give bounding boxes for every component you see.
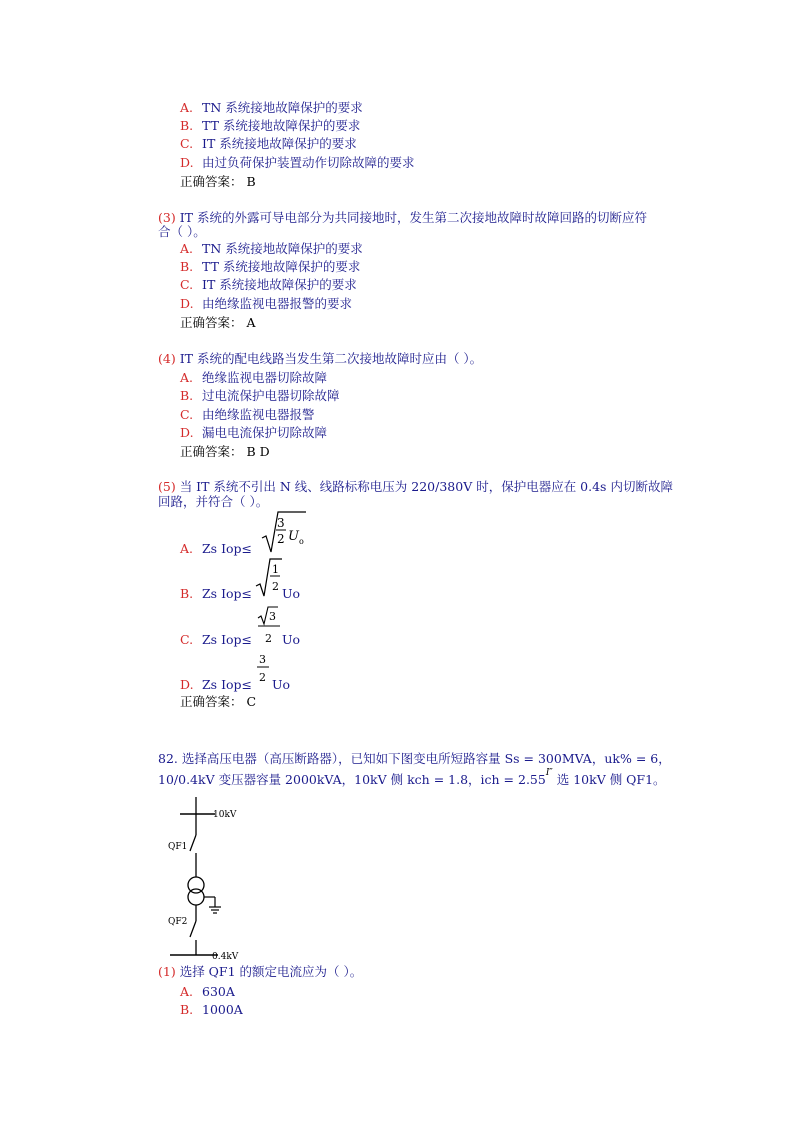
- option-text: IT 系统接地故障保护的要求: [202, 136, 357, 151]
- question-text: IT 系统的外露可导电部分为共同接地时，发生第二次接地故障时故障回路的切断应符: [175, 210, 647, 225]
- question-number: (4): [158, 351, 176, 366]
- q5-option-d: [180, 676, 252, 694]
- option-text: IT 系统接地故障保护的要求: [202, 277, 357, 292]
- option-text: 630A: [202, 984, 235, 999]
- q82-line2-tail: 选 10kV 侧 QF1。: [556, 772, 666, 788]
- option-text: 由绝缘监视电器报警: [202, 407, 315, 422]
- option-letter: A.: [180, 541, 194, 556]
- q3-option-a: [180, 240, 363, 258]
- svg-text:U: U: [288, 529, 299, 544]
- q82-sub1-option-b: [180, 1001, 243, 1019]
- svg-text:1: 1: [272, 563, 279, 576]
- option-text: Zs Iop≤: [202, 632, 253, 647]
- option-letter: A.: [180, 984, 194, 999]
- option-letter: D.: [180, 296, 194, 311]
- svg-text:3: 3: [259, 653, 266, 666]
- svg-text:3: 3: [269, 610, 276, 623]
- q2-answer: 正确答案： B: [180, 174, 256, 189]
- q5-stem-line2: 回路，并符合（ ）。: [158, 494, 269, 509]
- svg-text:3: 3: [277, 516, 285, 530]
- question-number: (5): [158, 479, 176, 494]
- label-qf2: QF2: [168, 917, 188, 927]
- i-double-prime-symbol: I″: [545, 768, 553, 778]
- option-text: Zs Iop≤: [202, 541, 253, 556]
- option-letter: D.: [180, 677, 194, 692]
- q2-option-d: [180, 154, 415, 172]
- q3-option-d: [180, 295, 352, 313]
- question-text: 选择 QF1 的额定电流应为（ ）。: [175, 964, 363, 979]
- q82-sub1-stem: [158, 963, 362, 981]
- q4-stem-line1: [158, 350, 482, 368]
- svg-text:2: 2: [272, 580, 279, 593]
- label-04kv: 0.4kV: [212, 952, 239, 962]
- question-text: 当 IT 系统不引出 N 线、线路标称电压为 220/380V 时，保护电器应在 0.4s 内切断故障: [175, 479, 673, 494]
- q2-option-c: [180, 135, 357, 153]
- option-letter: D.: [180, 425, 194, 440]
- option-letter: C.: [180, 407, 194, 422]
- q82-stem-line1: 82. 选择高压电器（高压断路器），已知如下图变电所短路容量 Ss = 300MVA，uk% = 6，: [158, 751, 671, 766]
- formula-sqrt-3-over-2-u0: [258, 508, 308, 556]
- q5-option-b: [180, 585, 252, 603]
- option-text: TT 系统接地故障保护的要求: [202, 118, 361, 133]
- q5-option-c: [180, 631, 252, 649]
- q3-option-c: [180, 276, 357, 294]
- option-letter: B.: [180, 586, 194, 601]
- option-letter: B.: [180, 259, 194, 274]
- q4-option-c: [180, 406, 315, 424]
- option-letter: C.: [180, 136, 194, 151]
- q4-option-a: [180, 369, 327, 387]
- option-text: Zs Iop≤: [202, 677, 253, 692]
- q4-option-b: [180, 387, 340, 405]
- uo-label: Uo: [282, 632, 301, 647]
- q4-option-d: [180, 424, 327, 442]
- option-text: 绝缘监视电器切除故障: [202, 370, 328, 385]
- option-letter: A.: [180, 370, 194, 385]
- q5-option-a: [180, 540, 252, 558]
- q82-stem-line2: [158, 768, 666, 789]
- q2-option-b: [180, 117, 360, 135]
- formula-sqrt3-over-2: [256, 604, 284, 648]
- option-text: 1000A: [202, 1002, 243, 1017]
- option-text: 由过负荷保护装置动作切除故障的要求: [202, 155, 415, 170]
- option-letter: A.: [180, 100, 194, 115]
- q3-stem-line1: [158, 209, 647, 227]
- option-letter: C.: [180, 632, 194, 647]
- option-letter: B.: [180, 118, 194, 133]
- q82-sub1-option-a: [180, 983, 235, 1001]
- option-letter: B.: [180, 388, 194, 403]
- svg-text:o: o: [299, 537, 304, 546]
- formula-sqrt-1-over-2: [254, 556, 284, 598]
- option-text: TT 系统接地故障保护的要求: [202, 259, 361, 274]
- q4-answer: 正确答案： B D: [180, 444, 270, 459]
- uo-label: Uo: [272, 677, 291, 692]
- option-text: 漏电电流保护切除故障: [202, 425, 328, 440]
- option-text: TN 系统接地故障保护的要求: [202, 241, 363, 256]
- q2-option-a: [180, 99, 363, 117]
- question-number: (1): [158, 964, 176, 979]
- q82-line2-text: 10/0.4kV 变压器容量 2000kVA，10kV 侧 kch = 1.8，ich = 2.55: [158, 772, 546, 788]
- q3-answer: 正确答案： A: [180, 315, 256, 330]
- svg-text:2: 2: [259, 671, 266, 684]
- option-letter: C.: [180, 277, 194, 292]
- option-text: Zs Iop≤: [202, 586, 253, 601]
- svg-text:2: 2: [265, 632, 272, 645]
- question-number: (3): [158, 210, 176, 225]
- label-10kv: 10kV: [213, 810, 237, 820]
- q3-option-b: [180, 258, 360, 276]
- option-text: 过电流保护电器切除故障: [202, 388, 340, 403]
- uo-label: Uo: [282, 586, 301, 601]
- q5-answer: 正确答案： C: [180, 694, 257, 709]
- label-qf1: QF1: [168, 842, 188, 852]
- question-text: IT 系统的配电线路当发生第二次接地故障时应由（ ）。: [175, 351, 483, 366]
- q3-stem-line2: 合（ ）。: [158, 224, 206, 239]
- svg-text:2: 2: [277, 532, 285, 546]
- option-letter: A.: [180, 241, 194, 256]
- option-letter: D.: [180, 155, 194, 170]
- option-letter: B.: [180, 1002, 194, 1017]
- option-text: 由绝缘监视电器报警的要求: [202, 296, 353, 311]
- option-text: TN 系统接地故障保护的要求: [202, 100, 363, 115]
